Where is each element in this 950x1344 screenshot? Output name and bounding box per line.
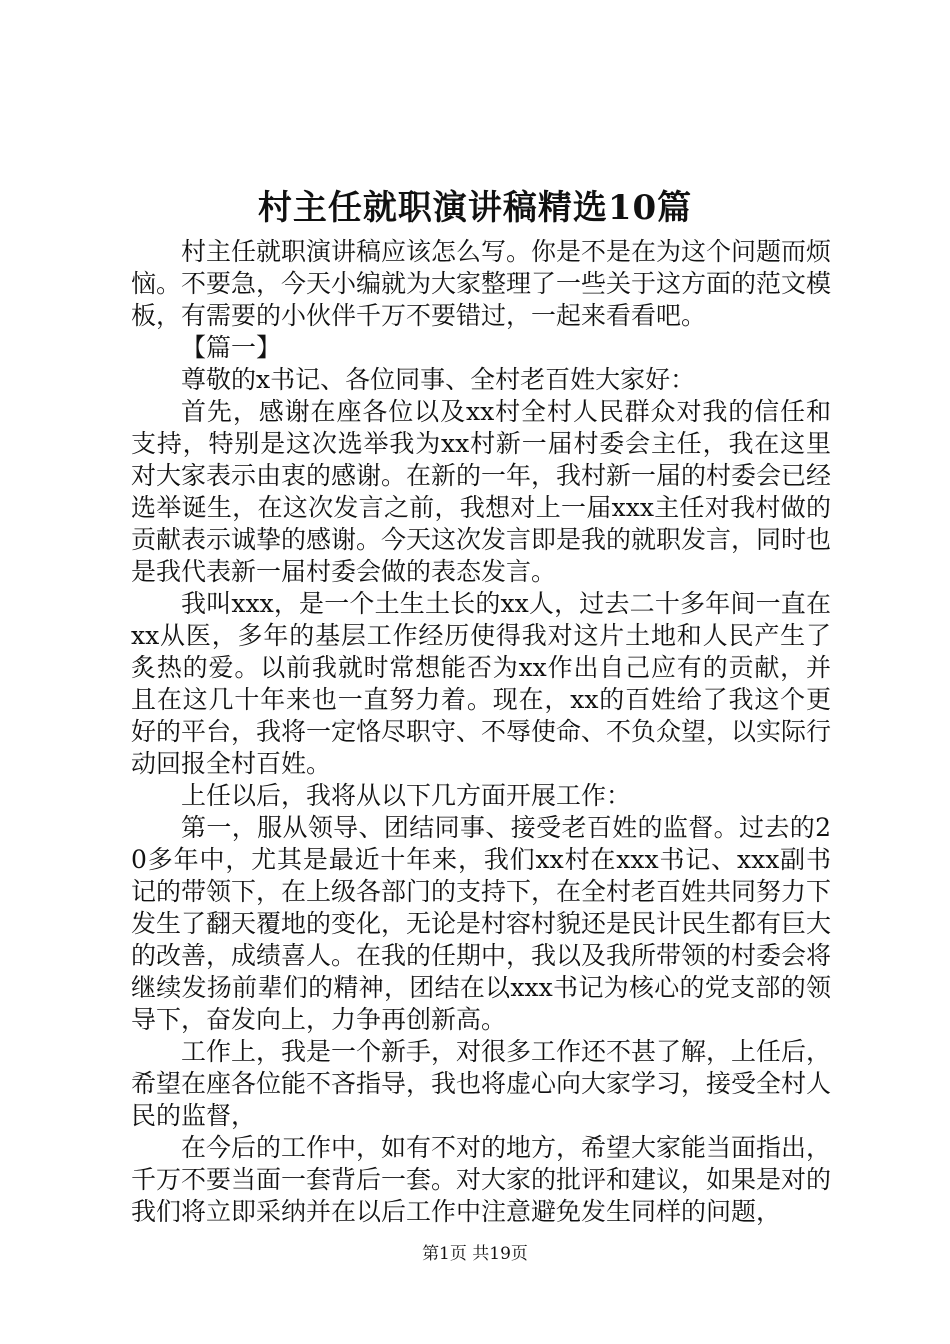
paragraph-intro: 村主任就职演讲稿应该怎么写。你是不是在为这个问题而烦恼。不要急，今天小编就为大家整理了一些关于这方面的范文模板，有需要的小伙伴千万不要错过，一起来看看吧。 bbox=[131, 237, 832, 330]
paragraph: 工作上，我是一个新手，对很多工作还不甚了解，上任后，希望在座各位能不吝指导，我也将虚心向大家学习，接受全村人民的监督， bbox=[131, 1037, 832, 1130]
paragraph: 上任以后，我将从以下几方面开展工作： bbox=[181, 781, 632, 810]
section-heading: 【篇一】 bbox=[181, 333, 282, 362]
document-body bbox=[131, 236, 831, 1228]
paragraph: 在今后的工作中，如有不对的地方，希望大家能当面指出，千万不要当面一套背后一套。对大家的批评和建议，如果是对的我们将立即采纳并在以后工作中注意避免发生同样的问题， bbox=[131, 1133, 832, 1226]
page-footer: 第1页 共19页 bbox=[422, 1244, 528, 1264]
paragraph-salutation: 尊敬的x书记、各位同事、全村老百姓大家好： bbox=[181, 365, 696, 394]
document-title: 村主任就职演讲稿精选10篇 bbox=[257, 188, 693, 228]
paragraph: 我叫xxx，是一个土生土长的xx人，过去二十多年间一直在xx从医，多年的基层工作经历使得我对这片土地和人民产生了炙热的爱。以前我就时常想能否为xx作出自己应有的贡献，并且在这几十年来也一直努力着。现在，xx的百姓给了我这个更好的平台，我将一定恪尽职守、不辱使命、不负众望，以实际行动回报全村百姓。 bbox=[131, 589, 832, 778]
paragraph: 第一，服从领导、团结同事、接受老百姓的监督。过去的20多年中，尤其是最近十年来，我们xx村在xxx书记、xxx副书记的带领下，在上级各部门的支持下，在全村老百姓共同努力下发生了翻天覆地的变化，无论是村容村貌还是民计民生都有巨大的改善，成绩喜人。在我的任期中，我以及我所带领的村委会将继续发扬前辈们的精神，团结在以xxx书记为核心的党支部的领导下，奋发向上，力争再创新高。 bbox=[131, 813, 832, 1034]
paragraph: 首先，感谢在座各位以及xx村全村人民群众对我的信任和支持，特别是这次选举我为xx村新一届村委会主任，我在这里对大家表示由衷的感谢。在新的一年，我村新一届的村委会已经选举诞生，在这次发言之前，我想对上一届xxx主任对我村做的贡献表示诚挚的感谢。今天这次发言即是我的就职发言，同时也是我代表新一届村委会做的表态发言。 bbox=[131, 397, 832, 586]
